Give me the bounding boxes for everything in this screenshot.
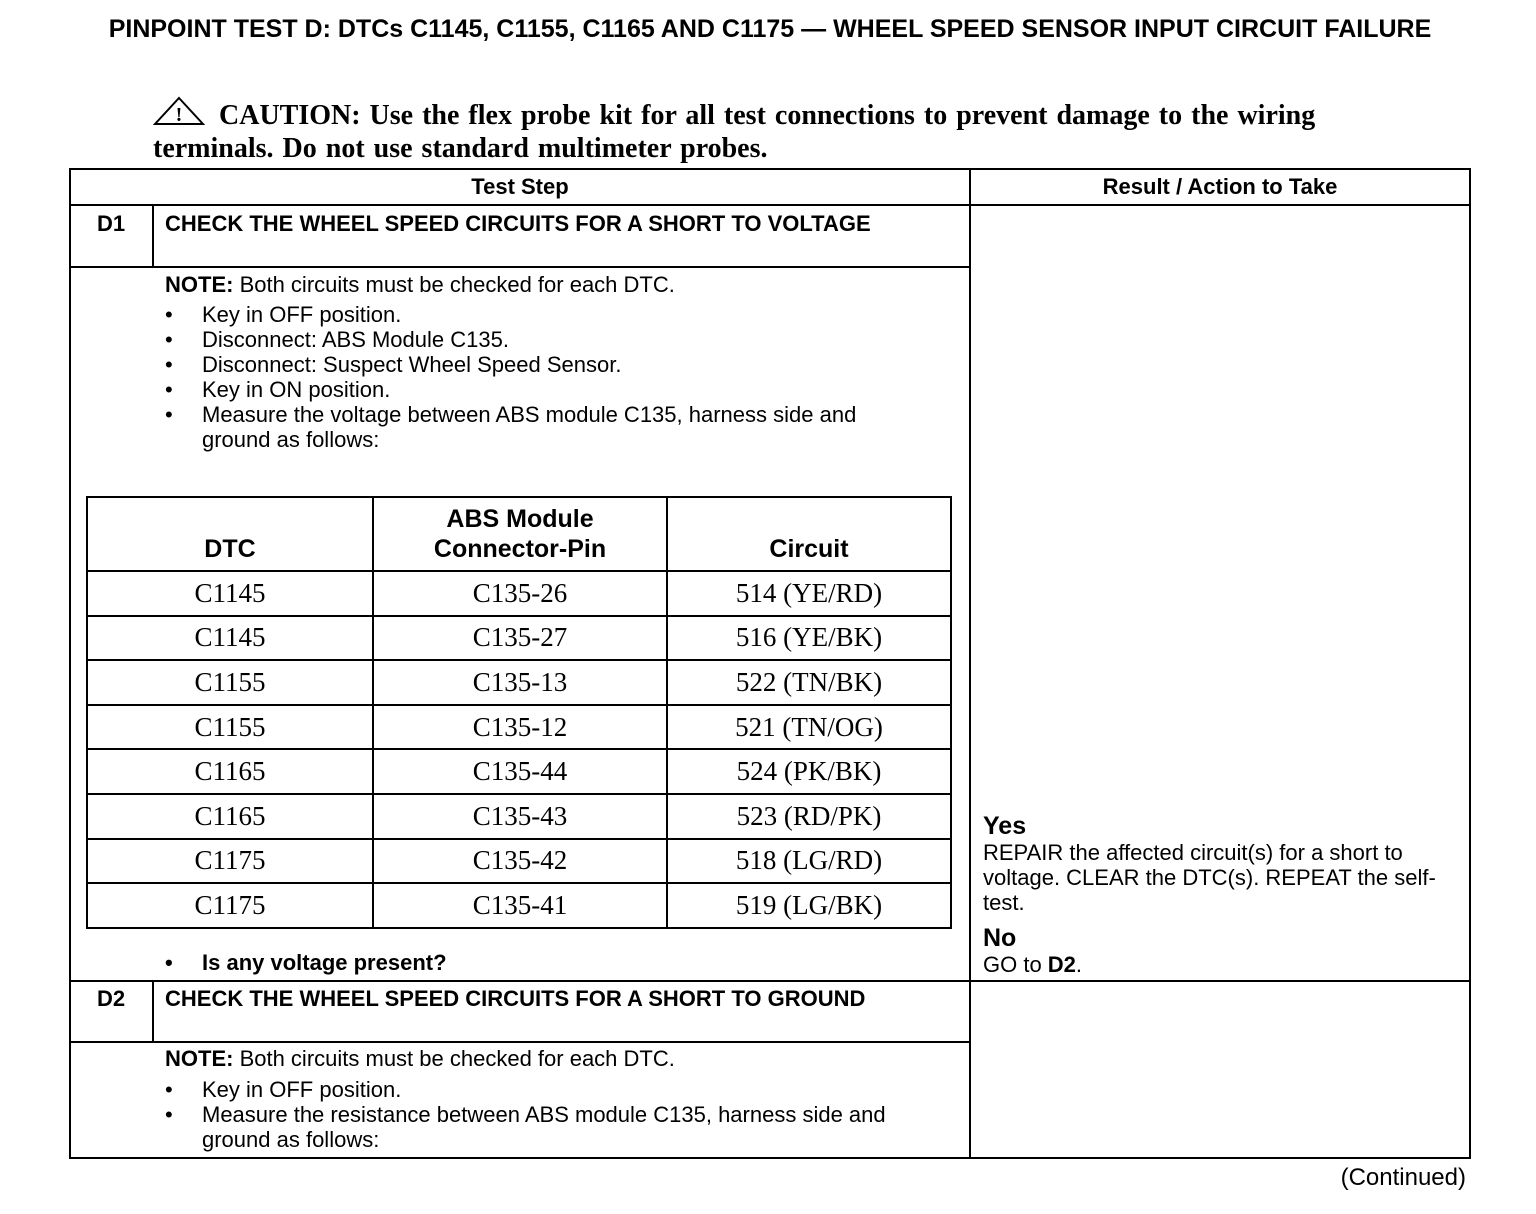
goto-d2-link[interactable]: D2 bbox=[1047, 952, 1076, 977]
note-d1: NOTE: Both circuits must be checked for each DTC. bbox=[165, 272, 675, 297]
table-cell: C135-42 bbox=[373, 839, 667, 884]
table-cell: 523 (RD/PK) bbox=[667, 794, 950, 839]
table-row bbox=[88, 883, 950, 927]
step-heading-d2: CHECK THE WHEEL SPEED CIRCUITS FOR A SHORT TO GROUND bbox=[165, 986, 866, 1011]
table-cell: 519 (LG/BK) bbox=[667, 883, 950, 927]
table-row bbox=[88, 616, 950, 661]
table-cell: C135-12 bbox=[373, 705, 667, 750]
table-row bbox=[88, 839, 950, 884]
note-d2: NOTE: Both circuits must be checked for each DTC. bbox=[165, 1046, 675, 1071]
warning-triangle-icon bbox=[153, 96, 205, 133]
step-id-d2: D2 bbox=[96, 986, 126, 1011]
table-cell: C1165 bbox=[88, 794, 373, 839]
step-body-d2 bbox=[165, 1046, 955, 1152]
table-cell: C135-26 bbox=[373, 571, 667, 616]
list-item: • Measure the resistance between ABS module C135, harness side and ground as follows: bbox=[165, 1102, 902, 1152]
table-cell: 514 (YE/RD) bbox=[667, 571, 950, 616]
table-cell: C135-27 bbox=[373, 616, 667, 661]
list-item: • Measure the voltage between ABS module C135, harness side and ground as follows: bbox=[165, 402, 922, 452]
list-item: • Key in OFF position. bbox=[165, 302, 955, 327]
table-cell: 516 (YE/BK) bbox=[667, 616, 950, 661]
table-row bbox=[88, 794, 950, 839]
table-cell: 522 (TN/BK) bbox=[667, 660, 950, 705]
page-title: PINPOINT TEST D: DTCs C1145, C1155, C1165 AND C1175 — WHEEL SPEED SENSOR INPUT CIRCUIT FAILURE bbox=[108, 15, 1432, 43]
step-list-d2 bbox=[165, 1077, 955, 1152]
caution-notice bbox=[153, 96, 1373, 164]
yes-action: REPAIR the affected circuit(s) for a short to voltage. CLEAR the DTC(s). REPEAT the self-test. bbox=[983, 840, 1436, 915]
table-cell: C1175 bbox=[88, 883, 373, 927]
table-cell: C1175 bbox=[88, 839, 373, 884]
table-cell: 518 (LG/RD) bbox=[667, 839, 950, 884]
table-cell: C135-43 bbox=[373, 794, 667, 839]
table-cell: C1155 bbox=[88, 660, 373, 705]
table-cell: C1145 bbox=[88, 571, 373, 616]
column-header-circuit: Circuit bbox=[667, 498, 950, 571]
table-row bbox=[88, 571, 950, 616]
table-cell: C1145 bbox=[88, 616, 373, 661]
yes-label: Yes bbox=[983, 812, 1027, 840]
caution-text: CAUTION: Use the flex probe kit for all test connections to prevent damage to the wiring terminals. Do not use standard multimeter probes. bbox=[153, 100, 1316, 164]
no-action: GO to D2. bbox=[983, 952, 1083, 977]
list-item: • Key in ON position. bbox=[165, 377, 955, 402]
table-cell: C135-44 bbox=[373, 749, 667, 794]
result-d1 bbox=[983, 812, 1453, 977]
table-cell: 524 (PK/BK) bbox=[667, 749, 950, 794]
table-cell: C135-41 bbox=[373, 883, 667, 927]
table-cell: C135-13 bbox=[373, 660, 667, 705]
column-header-pin: ABS Module Connector-Pin bbox=[373, 498, 667, 571]
continued-label: (Continued) bbox=[1340, 1164, 1466, 1191]
question-d1: • Is any voltage present? bbox=[165, 950, 955, 975]
list-item: • Disconnect: Suspect Wheel Speed Sensor. bbox=[165, 352, 955, 377]
list-item: • Disconnect: ABS Module C135. bbox=[165, 327, 955, 352]
svg-text:!: ! bbox=[175, 104, 183, 126]
step-list-d1 bbox=[165, 302, 955, 452]
step-heading-d1: CHECK THE WHEEL SPEED CIRCUITS FOR A SHORT TO VOLTAGE bbox=[165, 211, 871, 236]
test-step-header: Test Step bbox=[471, 174, 569, 199]
table-row bbox=[88, 749, 950, 794]
step-body-d1 bbox=[165, 272, 955, 452]
column-header-dtc: DTC bbox=[88, 498, 373, 571]
list-item: • Key in OFF position. bbox=[165, 1077, 955, 1102]
table-row bbox=[88, 705, 950, 750]
table-cell: C1165 bbox=[88, 749, 373, 794]
table-row bbox=[88, 660, 950, 705]
step-id-d1: D1 bbox=[96, 211, 126, 236]
table-cell: 521 (TN/OG) bbox=[667, 705, 950, 750]
no-label: No bbox=[983, 924, 1017, 952]
table-cell: C1155 bbox=[88, 705, 373, 750]
result-header: Result / Action to Take bbox=[1102, 174, 1338, 199]
connector-pin-table bbox=[86, 496, 952, 929]
